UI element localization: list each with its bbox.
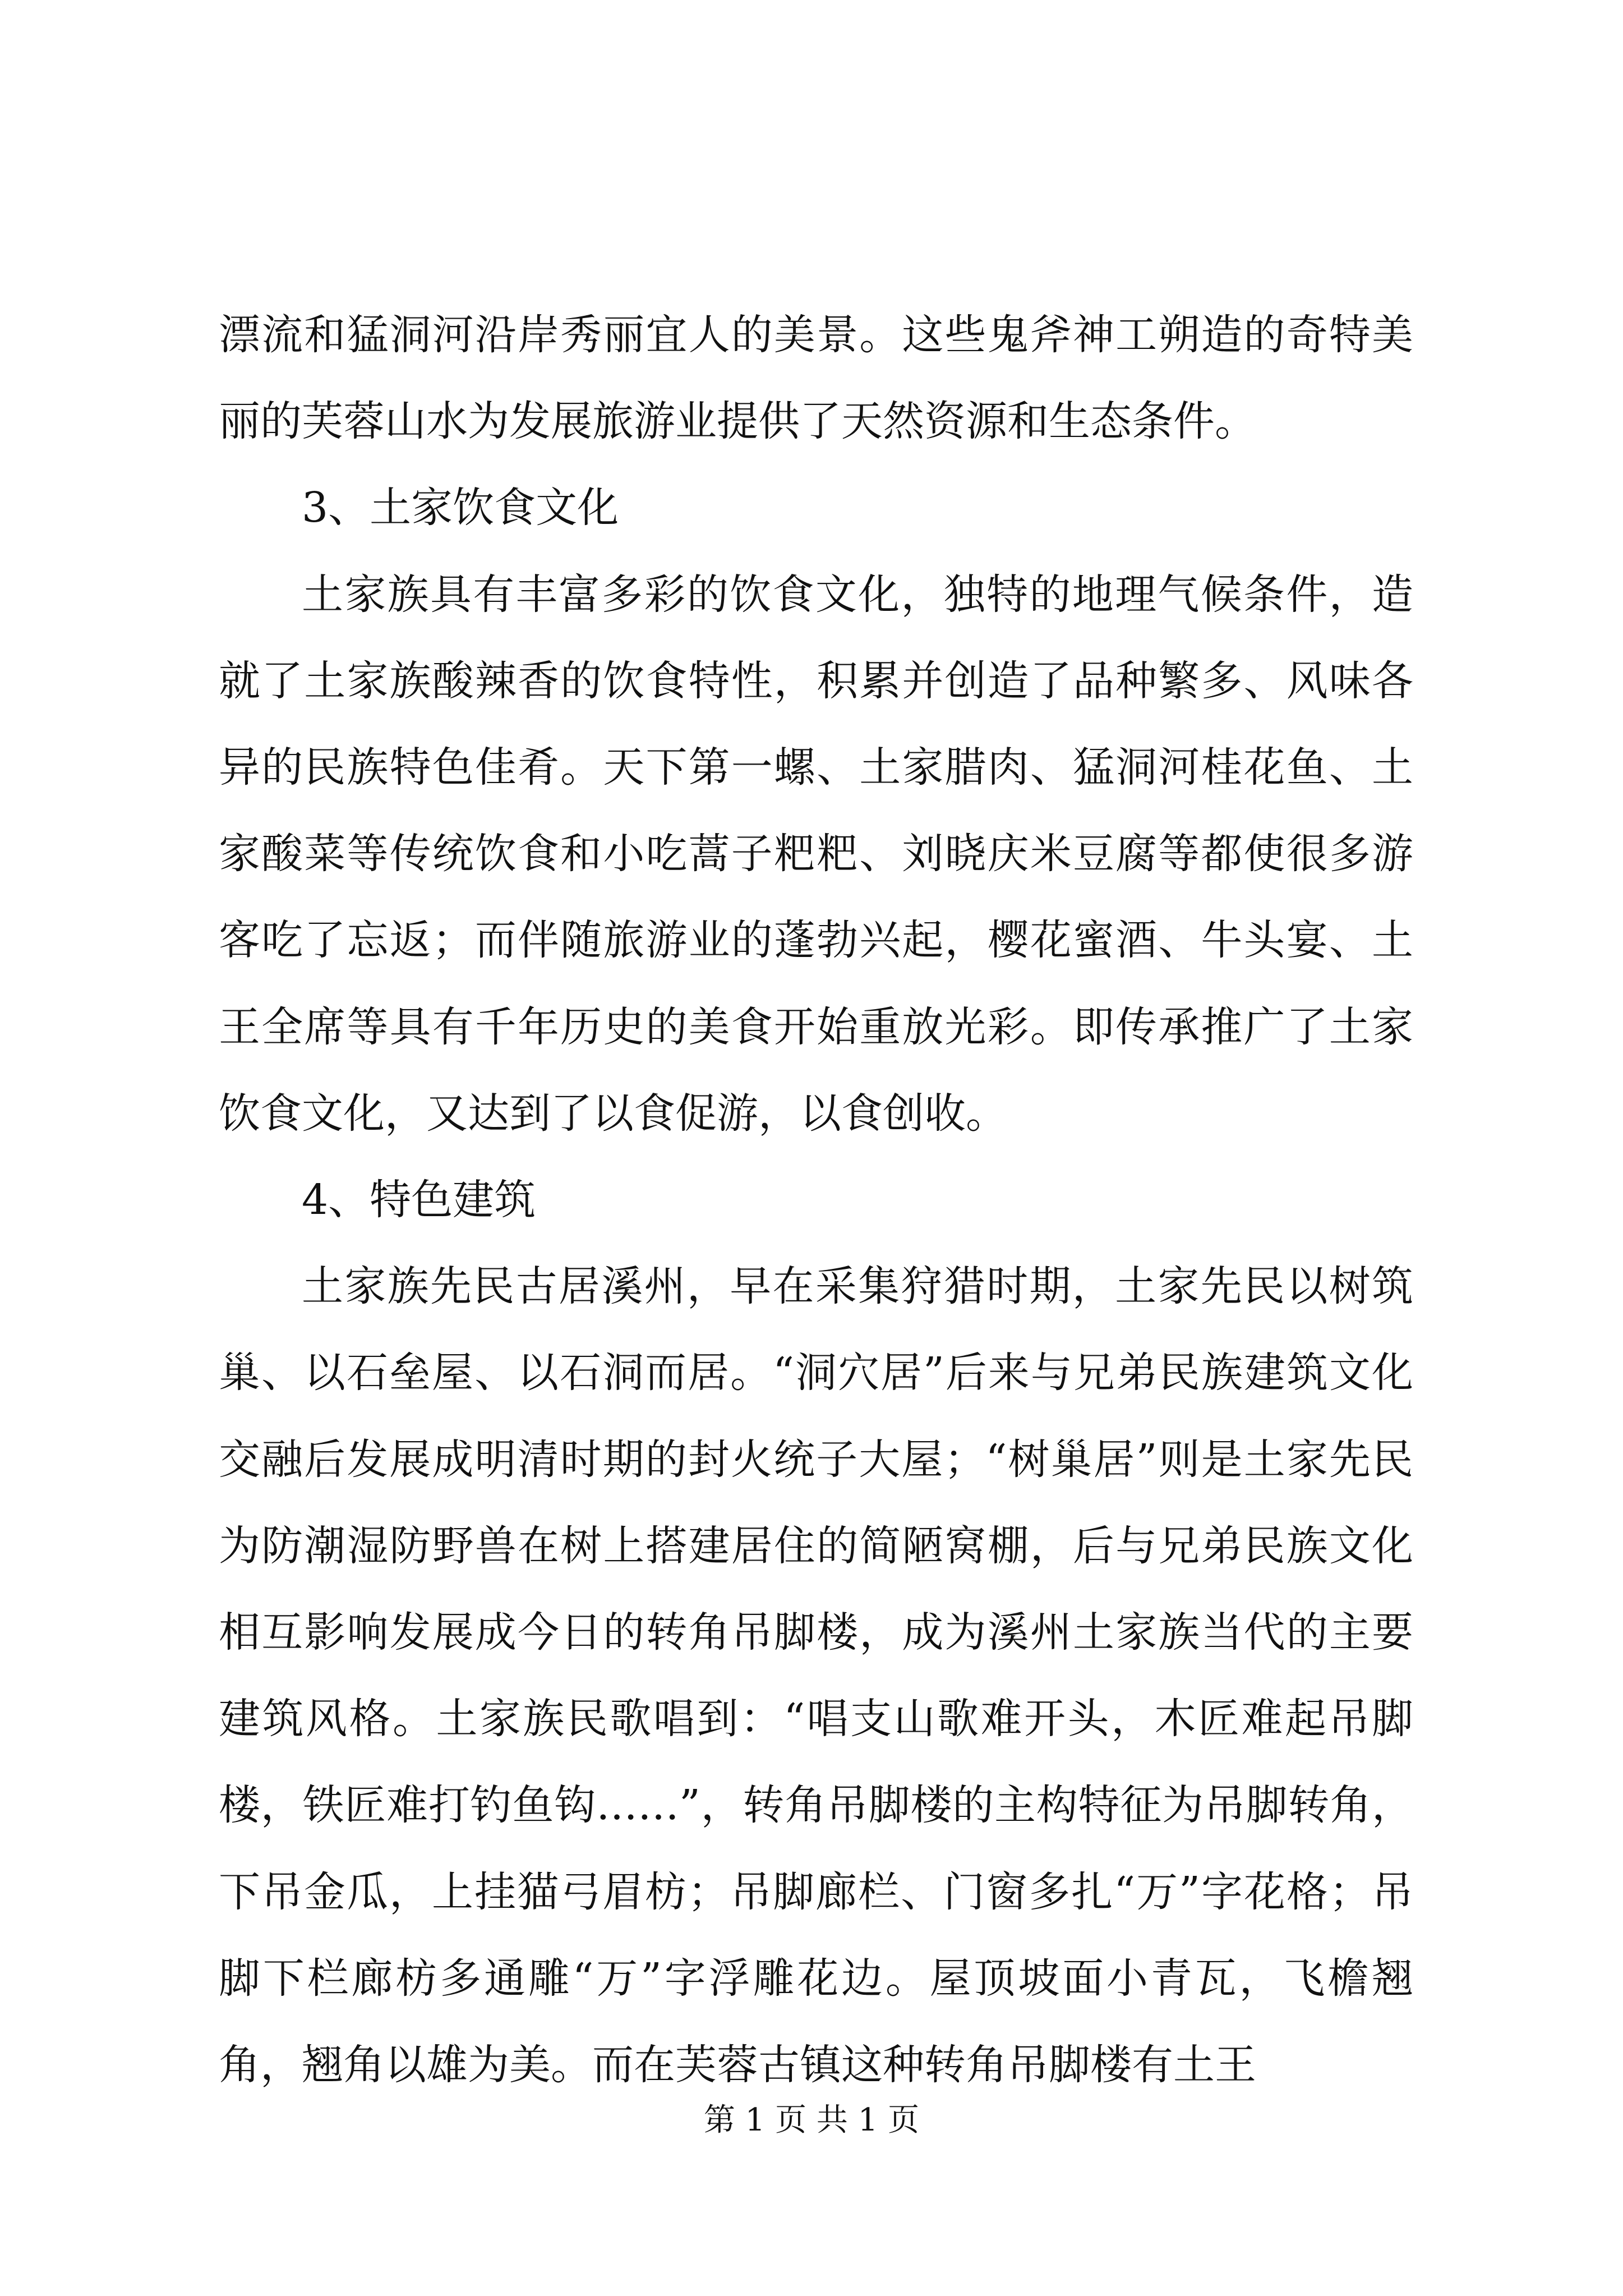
paragraph-food-culture: 土家族具有丰富多彩的饮食文化，独特的地理气候条件，造就了土家族酸辣香的饮食特性，积累并创造了品种繁多、风味各异的民族特色佳肴。天下第一螺、土家腊肉、猛洞河桂花鱼、土家酸菜等传统饮食和小吃蒿子粑粑、刘晓庆米豆腐等都使很多游客吃了忘返；而伴随旅游业的蓬勃兴起，樱花蜜酒、牛头宴、土王全席等具有千年历史的美食开始重放光彩。即传承推广了土家饮食文化，又达到了以食促游，以食创收。 xyxy=(219,570,1413,1138)
document-body xyxy=(219,292,1413,2108)
section-heading-architecture: 4、特色建筑 xyxy=(302,1176,536,1225)
page-footer: 第 1 页 共 1 页 xyxy=(703,2102,920,2138)
paragraph-continuation: 漂流和猛洞河沿岸秀丽宜人的美景。这些鬼斧神工朔造的奇特美丽的芙蓉山水为发展旅游业提供了天然资源和生态条件。 xyxy=(219,311,1413,446)
paragraph-architecture: 土家族先民古居溪州，早在采集狩猎时期，土家先民以树筑巢、以石垒屋、以石洞而居。“洞穴居”后来与兄弟民族建筑文化交融后发展成明清时期的封火统子大屋；“树巢居”则是土家先民为防潮湿防野兽在树上搭建居住的简陋窝棚，后与兄弟民族文化相互影响发展成今日的转角吊脚楼，成为溪州土家族当代的主要建筑风格。土家族民歌唱到：“唱支山歌难开头，木匠难起吊脚楼，铁匠难打钓鱼钩……”，转角吊脚楼的主构特征为吊脚转角，下吊金瓜，上挂猫弓眉枋；吊脚廊栏、门窗多扎“万”字花格；吊脚下栏廊枋多通雕“万”字浮雕花边。屋顶坡面小青瓦，飞檐翘角，翘角以雄为美。而在芙蓉古镇这种转角吊脚楼有土王 xyxy=(219,1262,1413,2090)
section-heading-food-culture: 3、土家饮食文化 xyxy=(302,484,619,532)
